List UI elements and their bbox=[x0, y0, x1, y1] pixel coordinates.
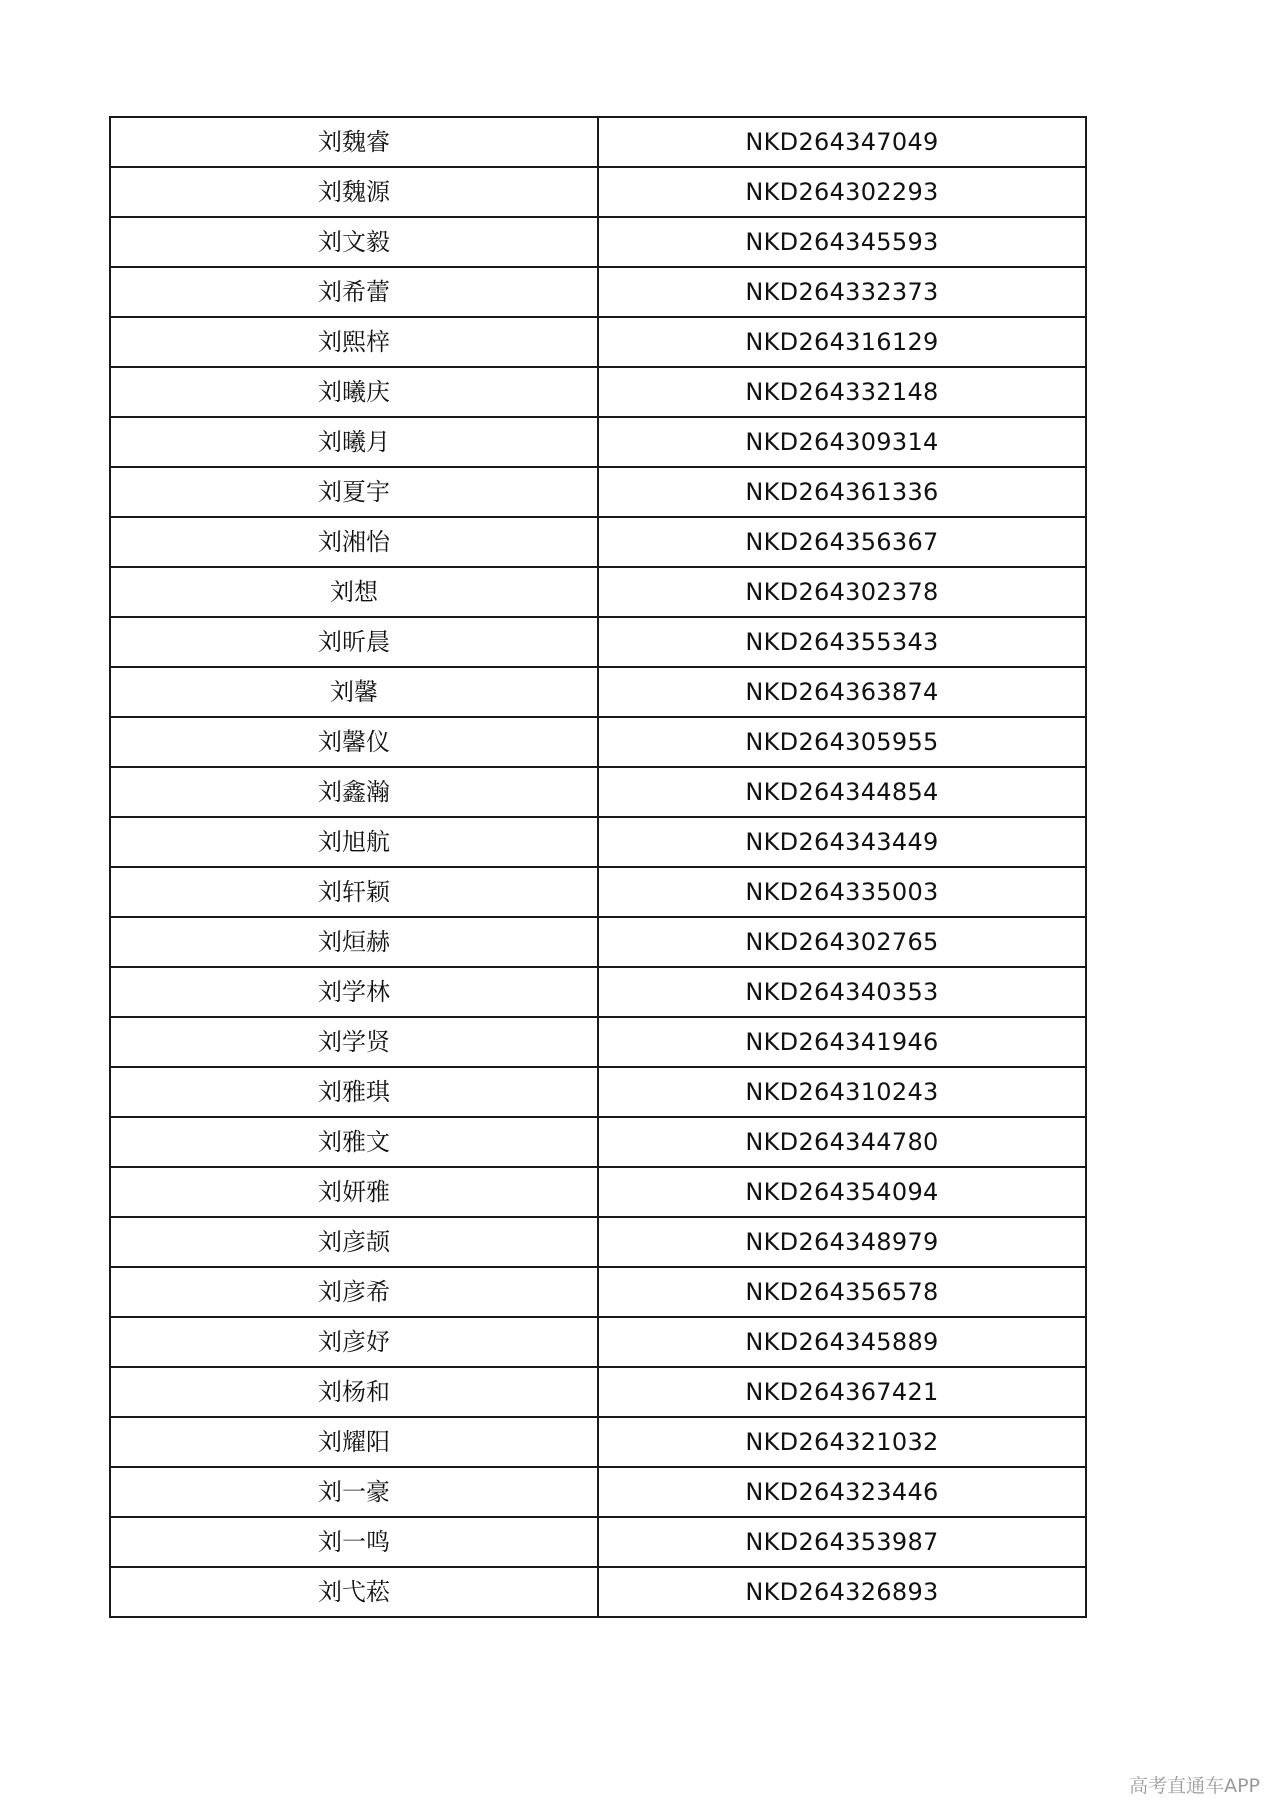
table-row bbox=[110, 417, 1086, 467]
student-id-cell: NKD264323446 bbox=[598, 1467, 1086, 1517]
student-name-cell: 刘彦颉 bbox=[110, 1217, 598, 1267]
student-id-cell: NKD264316129 bbox=[598, 317, 1086, 367]
student-name-cell: 刘文毅 bbox=[110, 217, 598, 267]
student-name-cell: 刘弋菘 bbox=[110, 1567, 598, 1617]
table-row bbox=[110, 1217, 1086, 1267]
table-row bbox=[110, 667, 1086, 717]
watermark-text: 高考直通车APP bbox=[1129, 1775, 1260, 1797]
student-name-cell: 刘旭航 bbox=[110, 817, 598, 867]
student-name-cell: 刘魏睿 bbox=[110, 117, 598, 167]
student-name-cell: 刘学林 bbox=[110, 967, 598, 1017]
student-id-cell: NKD264340353 bbox=[598, 967, 1086, 1017]
student-name-cell: 刘希蕾 bbox=[110, 267, 598, 317]
student-name-cell: 刘雅琪 bbox=[110, 1067, 598, 1117]
student-id-cell: NKD264326893 bbox=[598, 1567, 1086, 1617]
table-row bbox=[110, 617, 1086, 667]
student-id-cell: NKD264302765 bbox=[598, 917, 1086, 967]
table-row bbox=[110, 267, 1086, 317]
student-id-cell: NKD264361336 bbox=[598, 467, 1086, 517]
student-id-cell: NKD264309314 bbox=[598, 417, 1086, 467]
student-id-cell: NKD264332148 bbox=[598, 367, 1086, 417]
student-id-cell: NKD264305955 bbox=[598, 717, 1086, 767]
student-name-cell: 刘馨 bbox=[110, 667, 598, 717]
roster-table-body bbox=[110, 117, 1086, 1617]
student-name-cell: 刘学贤 bbox=[110, 1017, 598, 1067]
student-id-cell: NKD264310243 bbox=[598, 1067, 1086, 1117]
student-id-cell: NKD264356367 bbox=[598, 517, 1086, 567]
student-name-cell: 刘杨和 bbox=[110, 1367, 598, 1417]
student-name-cell: 刘想 bbox=[110, 567, 598, 617]
student-id-cell: NKD264353987 bbox=[598, 1517, 1086, 1567]
table-row bbox=[110, 1467, 1086, 1517]
student-name-cell: 刘一鸣 bbox=[110, 1517, 598, 1567]
student-name-cell: 刘昕晨 bbox=[110, 617, 598, 667]
table-row bbox=[110, 1117, 1086, 1167]
student-name-cell: 刘魏源 bbox=[110, 167, 598, 217]
table-row bbox=[110, 1067, 1086, 1117]
student-name-cell: 刘曦庆 bbox=[110, 367, 598, 417]
table-row bbox=[110, 717, 1086, 767]
student-id-cell: NKD264302293 bbox=[598, 167, 1086, 217]
table-row bbox=[110, 567, 1086, 617]
student-id-cell: NKD264345593 bbox=[598, 217, 1086, 267]
student-id-cell: NKD264335003 bbox=[598, 867, 1086, 917]
table-row bbox=[110, 117, 1086, 167]
student-id-cell: NKD264354094 bbox=[598, 1167, 1086, 1217]
student-id-cell: NKD264341946 bbox=[598, 1017, 1086, 1067]
student-name-cell: 刘熙梓 bbox=[110, 317, 598, 367]
table-row bbox=[110, 1367, 1086, 1417]
table-row bbox=[110, 167, 1086, 217]
table-row bbox=[110, 1017, 1086, 1067]
student-name-cell: 刘烜赫 bbox=[110, 917, 598, 967]
student-id-cell: NKD264367421 bbox=[598, 1367, 1086, 1417]
table-row bbox=[110, 1167, 1086, 1217]
student-name-cell: 刘耀阳 bbox=[110, 1417, 598, 1467]
student-name-cell: 刘彦妤 bbox=[110, 1317, 598, 1367]
table-row bbox=[110, 1517, 1086, 1567]
student-name-cell: 刘鑫瀚 bbox=[110, 767, 598, 817]
roster-table bbox=[109, 116, 1087, 1618]
student-name-cell: 刘妍雅 bbox=[110, 1167, 598, 1217]
table-row bbox=[110, 367, 1086, 417]
student-name-cell: 刘湘怡 bbox=[110, 517, 598, 567]
table-row bbox=[110, 1567, 1086, 1617]
student-id-cell: NKD264355343 bbox=[598, 617, 1086, 667]
table-row bbox=[110, 1417, 1086, 1467]
student-name-cell: 刘一豪 bbox=[110, 1467, 598, 1517]
table-row bbox=[110, 1267, 1086, 1317]
student-id-cell: NKD264302378 bbox=[598, 567, 1086, 617]
student-id-cell: NKD264344854 bbox=[598, 767, 1086, 817]
student-id-cell: NKD264343449 bbox=[598, 817, 1086, 867]
student-id-cell: NKD264348979 bbox=[598, 1217, 1086, 1267]
table-row bbox=[110, 767, 1086, 817]
table-row bbox=[110, 1317, 1086, 1367]
student-name-cell: 刘彦希 bbox=[110, 1267, 598, 1317]
student-name-cell: 刘夏宇 bbox=[110, 467, 598, 517]
student-id-cell: NKD264345889 bbox=[598, 1317, 1086, 1367]
student-name-cell: 刘曦月 bbox=[110, 417, 598, 467]
student-id-cell: NKD264363874 bbox=[598, 667, 1086, 717]
table-row bbox=[110, 917, 1086, 967]
student-id-cell: NKD264347049 bbox=[598, 117, 1086, 167]
student-id-cell: NKD264321032 bbox=[598, 1417, 1086, 1467]
table-row bbox=[110, 317, 1086, 367]
student-id-cell: NKD264356578 bbox=[598, 1267, 1086, 1317]
table-row bbox=[110, 967, 1086, 1017]
table-row bbox=[110, 517, 1086, 567]
table-row bbox=[110, 867, 1086, 917]
table-row bbox=[110, 467, 1086, 517]
table-row bbox=[110, 817, 1086, 867]
student-name-cell: 刘轩颖 bbox=[110, 867, 598, 917]
student-id-cell: NKD264332373 bbox=[598, 267, 1086, 317]
student-name-cell: 刘雅文 bbox=[110, 1117, 598, 1167]
student-name-cell: 刘馨仪 bbox=[110, 717, 598, 767]
table-row bbox=[110, 217, 1086, 267]
student-id-cell: NKD264344780 bbox=[598, 1117, 1086, 1167]
